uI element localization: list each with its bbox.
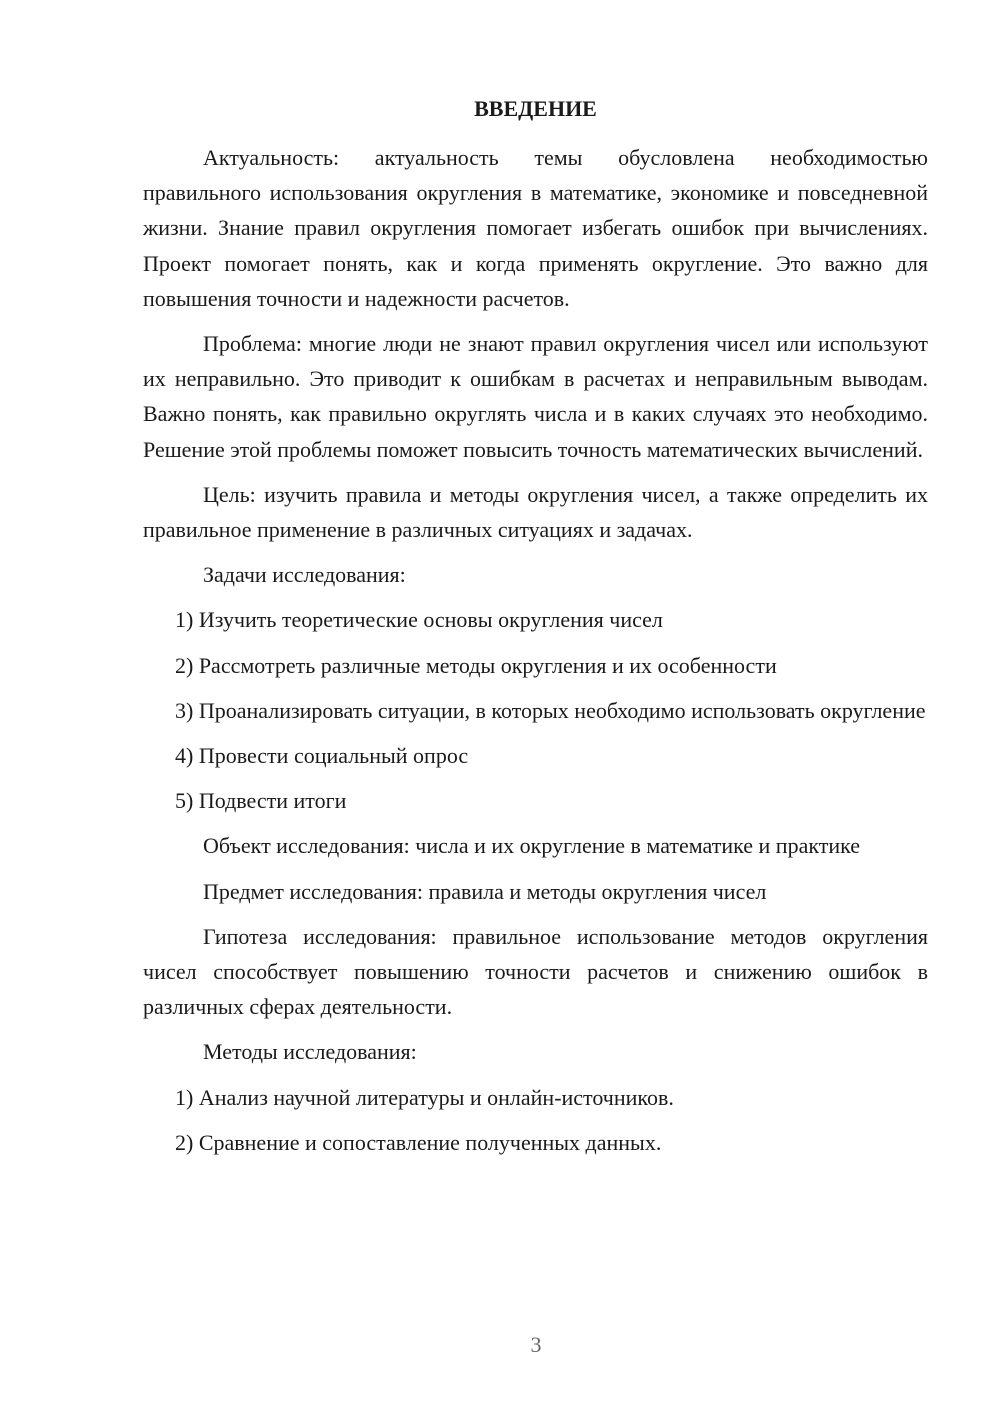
page-number: 3	[530, 1332, 542, 1357]
task-item-1: 1) Изучить теоретические основы округления чисел	[175, 607, 663, 633]
paragraph-relevance: Актуальность: актуальность темы обусловлена необходимостью правильного использования округления в математике, экономике и повседневной жизни. Знание правил округления помогает избегать ошибок при вычислениях. Проект помогает понять, как и когда применять округление. Это важно для повышения точности и надежности расчетов.	[143, 145, 928, 311]
task-item-3: 3) Проанализировать ситуации, в которых необходимо использовать округление	[175, 697, 926, 723]
task-item-2: 2) Рассмотреть различные методы округления и их особенности	[175, 652, 777, 678]
section-title: ВВЕДЕНИЕ	[474, 96, 597, 121]
method-item-1: 1) Анализ научной литературы и онлайн-источников.	[175, 1084, 674, 1110]
paragraph-hypothesis: Гипотеза исследования: правильное использование методов округления чисел способствует повышению точности расчетов и снижению ошибок в различных сферах деятельности.	[143, 923, 928, 1020]
paragraph-subject: Предмет исследования: правила и методы округления чисел	[203, 878, 767, 904]
task-item-4: 4) Провести социальный опрос	[175, 743, 469, 769]
page-content	[143, 94, 928, 1170]
method-item-2: 2) Сравнение и сопоставление полученных данных.	[175, 1129, 662, 1155]
paragraph-tasks-heading: Задачи исследования:	[203, 562, 406, 588]
paragraph-object: Объект исследования: числа и их округление в математике и практике	[203, 833, 861, 859]
task-item-5: 5) Подвести итоги	[175, 788, 347, 814]
paragraph-methods-heading: Методы исследования:	[203, 1039, 417, 1065]
paragraph-problem: Проблема: многие люди не знают правил округления чисел или используют их неправильно. Это приводит к ошибкам в расчетах и неправильным выводам. Важно понять, как правильно округлять числа и в каких случаях это необходимо. Решение этой проблемы поможет повысить точность математических вычислений.	[143, 331, 928, 462]
paragraph-goal: Цель: изучить правила и методы округления чисел, а также определить их правильное применение в различных ситуациях и задачах.	[143, 481, 928, 543]
